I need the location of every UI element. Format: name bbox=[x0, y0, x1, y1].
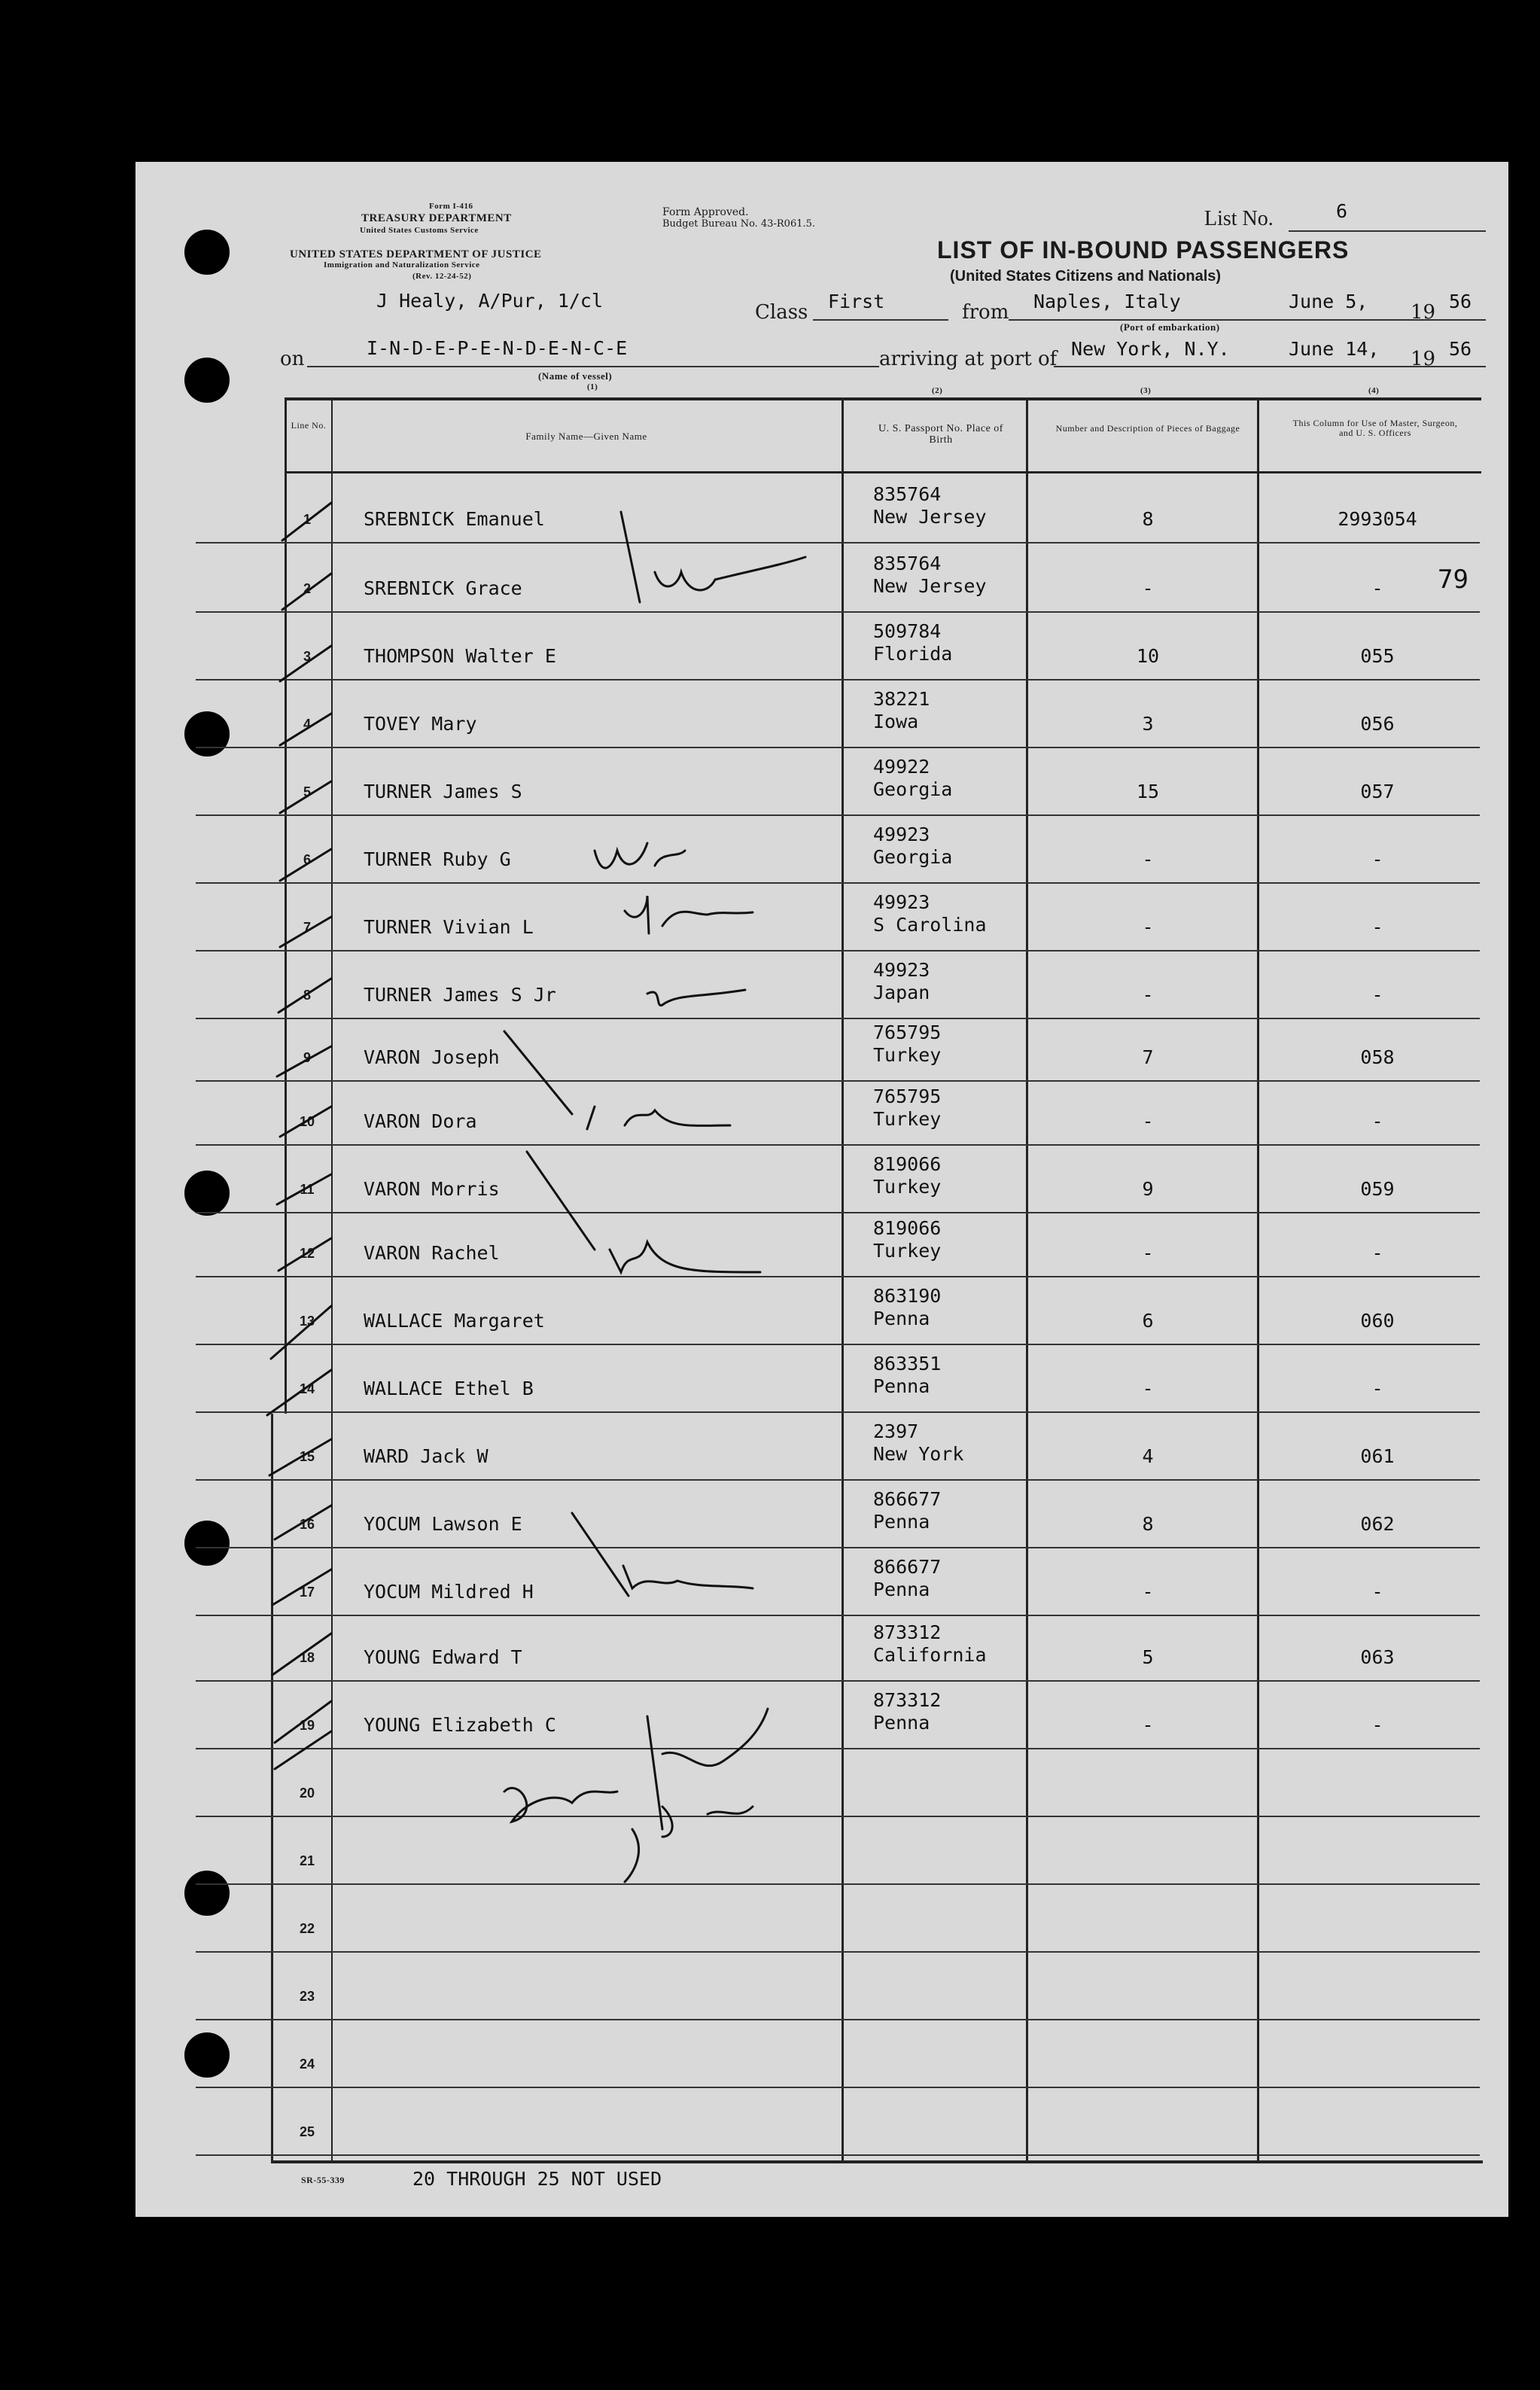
passport-number: 49923 bbox=[873, 959, 930, 981]
passport-number: 49923 bbox=[873, 824, 930, 845]
col-num-2: (2) bbox=[932, 386, 943, 395]
baggage-count: 7 bbox=[1142, 1046, 1154, 1068]
form-number: Form I-416 bbox=[429, 202, 473, 211]
birthplace: Turkey bbox=[873, 1176, 942, 1198]
port-of-embarkation-label: (Port of embarkation) bbox=[1120, 321, 1220, 333]
tick-mark bbox=[277, 1046, 331, 1076]
passenger-name: VARON Rachel bbox=[364, 1242, 500, 1264]
wife-scrawl bbox=[587, 1107, 730, 1129]
arriving-label: arriving at port of bbox=[879, 348, 1058, 370]
line-mark bbox=[504, 1031, 572, 1114]
passenger-name: WARD Jack W bbox=[364, 1445, 488, 1467]
passport-number: 873312 bbox=[873, 1689, 942, 1711]
line-number: 7 bbox=[303, 920, 311, 935]
line-number: 10 bbox=[299, 1114, 315, 1129]
arrival-year-prefix: 19 bbox=[1411, 348, 1436, 370]
class-value: First bbox=[828, 291, 885, 312]
baggage-count: - bbox=[1142, 577, 1154, 599]
from-value: Naples, Italy bbox=[1033, 291, 1181, 312]
birthplace: New Jersey bbox=[873, 575, 987, 597]
tick-mark bbox=[280, 781, 331, 813]
baggage-count: - bbox=[1142, 1378, 1154, 1399]
birthplace: New Jersey bbox=[873, 506, 987, 528]
tick-mark bbox=[278, 979, 331, 1012]
col-num-1: (1) bbox=[587, 382, 598, 391]
arrival-port: New York, N.Y. bbox=[1071, 338, 1230, 360]
departure-year-prefix: 19 bbox=[1411, 301, 1436, 324]
officer-mark: - bbox=[1371, 1714, 1383, 1736]
tick-mark bbox=[271, 1306, 331, 1359]
line-number: 1 bbox=[303, 512, 311, 527]
footer-note: 20 THROUGH 25 NOT USED bbox=[412, 2168, 662, 2190]
line-number: 6 bbox=[303, 852, 311, 867]
margin-number: 79 bbox=[1438, 565, 1468, 595]
officer-mark: 057 bbox=[1360, 781, 1395, 802]
passenger-name: TURNER James S bbox=[364, 781, 522, 802]
birthplace: California bbox=[873, 1644, 987, 1666]
arrival-year: 56 bbox=[1449, 338, 1472, 360]
tick-mark bbox=[280, 646, 331, 681]
passport-number: 863190 bbox=[873, 1285, 942, 1307]
vessel-name: I-N-D-E-P-E-N-D-E-N-C-E bbox=[367, 337, 628, 359]
departure-date: June 5, bbox=[1289, 291, 1368, 312]
header-line-no: Line No. bbox=[291, 420, 327, 431]
passenger-name: YOCUM Mildred H bbox=[364, 1581, 534, 1603]
line-number: 8 bbox=[303, 988, 311, 1003]
officer-mark: - bbox=[1371, 1378, 1383, 1399]
officer-mark: - bbox=[1371, 984, 1383, 1006]
line-mark bbox=[572, 1513, 628, 1596]
passenger-name: TURNER James S Jr bbox=[364, 984, 556, 1006]
from-label: from bbox=[962, 301, 1009, 324]
line-number: 25 bbox=[299, 2124, 315, 2139]
list-no-label: List No. bbox=[1204, 207, 1274, 230]
passenger-name: VARON Joseph bbox=[364, 1046, 500, 1068]
tick-mark bbox=[280, 849, 331, 881]
tick-mark bbox=[282, 574, 331, 610]
baggage-count: 9 bbox=[1142, 1178, 1154, 1200]
passport-number: 863351 bbox=[873, 1353, 942, 1375]
header-baggage: Number and Description of Pieces of Baggage bbox=[1055, 423, 1240, 434]
line-number: 2 bbox=[303, 581, 311, 596]
baggage-count: 3 bbox=[1142, 713, 1154, 735]
on-label: on bbox=[280, 348, 305, 370]
baggage-count: 8 bbox=[1142, 1513, 1154, 1535]
baggage-count: 5 bbox=[1142, 1646, 1154, 1668]
manifest-subtitle: (United States Citizens and Nationals) bbox=[950, 268, 1222, 285]
passenger-name: YOCUM Lawson E bbox=[364, 1513, 522, 1535]
line-number: 22 bbox=[299, 1921, 315, 1936]
manifest-title: LIST OF IN-BOUND PASSENGERS bbox=[937, 236, 1350, 263]
line-number: 21 bbox=[299, 1853, 315, 1868]
line-number: 14 bbox=[299, 1381, 315, 1396]
passenger-name: SREBNICK Emanuel bbox=[364, 508, 545, 530]
birthplace: Penna bbox=[873, 1375, 930, 1397]
officer-mark: 058 bbox=[1360, 1046, 1395, 1068]
line-number: 9 bbox=[303, 1050, 311, 1065]
wife-scrawl bbox=[623, 1566, 753, 1588]
tick-mark bbox=[277, 1174, 331, 1204]
baggage-count: 6 bbox=[1142, 1310, 1154, 1332]
passenger-name: YOUNG Elizabeth C bbox=[364, 1714, 556, 1736]
departure-year: 56 bbox=[1449, 291, 1472, 312]
officer-mark: - bbox=[1371, 916, 1383, 938]
tick-mark bbox=[275, 1506, 331, 1539]
birthplace: S Carolina bbox=[873, 914, 987, 936]
line-number: 4 bbox=[303, 717, 311, 732]
baggage-count: 4 bbox=[1142, 1445, 1154, 1467]
passenger-name: TOVEY Mary bbox=[364, 713, 477, 735]
vessel-caption: (Name of vessel) bbox=[538, 370, 613, 382]
baggage-count: - bbox=[1142, 916, 1154, 938]
line-number: 13 bbox=[299, 1314, 315, 1329]
birthplace: Penna bbox=[873, 1308, 930, 1329]
birthplace: Japan bbox=[873, 982, 930, 1003]
line-number: 16 bbox=[299, 1517, 315, 1532]
tick-mark bbox=[278, 1238, 331, 1271]
officer-mark: - bbox=[1371, 848, 1383, 870]
tick-mark bbox=[280, 917, 331, 947]
wife-scrawl bbox=[610, 1242, 760, 1272]
passport-number: 38221 bbox=[873, 688, 930, 710]
passport-number: 2397 bbox=[873, 1420, 919, 1442]
col-num-3: (3) bbox=[1140, 386, 1152, 395]
birthplace: Turkey bbox=[873, 1240, 942, 1262]
class-label: Class bbox=[755, 301, 808, 324]
signature-scrawl bbox=[625, 1807, 753, 1882]
baggage-count: 8 bbox=[1142, 508, 1154, 530]
passport-number: 49922 bbox=[873, 756, 930, 778]
passport-number: 509784 bbox=[873, 620, 942, 642]
passenger-name: WALLACE Margaret bbox=[364, 1310, 545, 1332]
birthplace: Turkey bbox=[873, 1044, 942, 1066]
birthplace: Penna bbox=[873, 1579, 930, 1600]
passenger-name: VARON Dora bbox=[364, 1110, 477, 1132]
birthplace: Georgia bbox=[873, 846, 953, 868]
header-officers: This Column for Use of Master, Surgeon, and U. S. Officers bbox=[1292, 418, 1458, 438]
baggage-count: 10 bbox=[1136, 645, 1160, 667]
officer-mark: 055 bbox=[1360, 645, 1395, 667]
line-number: 17 bbox=[299, 1585, 315, 1600]
baggage-count: - bbox=[1142, 984, 1154, 1006]
baggage-count: - bbox=[1142, 1110, 1154, 1132]
son-scrawl bbox=[647, 990, 745, 1006]
ins-line: Immigration and Naturalization Service bbox=[324, 260, 480, 269]
line-number: 15 bbox=[299, 1449, 315, 1464]
line-number: 23 bbox=[299, 1989, 315, 2004]
birthplace: Turkey bbox=[873, 1108, 942, 1130]
passenger-name: YOUNG Edward T bbox=[364, 1646, 522, 1668]
arrival-date: June 14, bbox=[1289, 338, 1380, 360]
baggage-count: 15 bbox=[1136, 781, 1160, 802]
col-num-4: (4) bbox=[1368, 386, 1380, 395]
officer-mark: 063 bbox=[1360, 1646, 1395, 1668]
passenger-name: TURNER Ruby G bbox=[364, 848, 511, 870]
form-approved: Form Approved. bbox=[662, 206, 749, 218]
tick-mark bbox=[282, 503, 331, 540]
birthplace: New York bbox=[873, 1443, 964, 1465]
wife-scrawl bbox=[621, 512, 805, 602]
passenger-name: THOMPSON Walter E bbox=[364, 645, 556, 667]
tick-mark bbox=[280, 714, 331, 745]
tick-mark bbox=[272, 1633, 331, 1675]
treasury-department: TREASURY DEPARTMENT bbox=[361, 212, 512, 224]
officer-mark: - bbox=[1371, 1110, 1383, 1132]
birthplace: Georgia bbox=[873, 778, 953, 800]
baggage-count: - bbox=[1142, 1581, 1154, 1603]
line-number: 20 bbox=[299, 1786, 315, 1801]
passenger-name: WALLACE Ethel B bbox=[364, 1378, 534, 1399]
passport-number: 765795 bbox=[873, 1021, 942, 1043]
header-passport: U. S. Passport No. Place of Birth bbox=[878, 423, 1003, 446]
birthplace: Iowa bbox=[873, 711, 919, 732]
tick-mark bbox=[280, 1107, 331, 1137]
tick-mark bbox=[267, 1370, 331, 1415]
officer-mark: 2993054 bbox=[1338, 508, 1417, 530]
passport-number: 819066 bbox=[873, 1153, 942, 1175]
customs-service: United States Customs Service bbox=[360, 226, 479, 235]
officer-mark: 059 bbox=[1360, 1178, 1395, 1200]
birthplace: Penna bbox=[873, 1712, 930, 1734]
form-code: SR-55-339 bbox=[301, 2175, 345, 2185]
passport-number: 819066 bbox=[873, 1217, 942, 1239]
officer-mark: 056 bbox=[1360, 713, 1395, 735]
baggage-count: - bbox=[1142, 1242, 1154, 1264]
line-number: 24 bbox=[299, 2057, 315, 2072]
list-no-value: 6 bbox=[1336, 200, 1348, 222]
line-number: 5 bbox=[303, 784, 311, 799]
passenger-name: VARON Morris bbox=[364, 1178, 500, 1200]
birthplace: Penna bbox=[873, 1511, 930, 1533]
passport-number: 835764 bbox=[873, 483, 942, 505]
birthplace: Florida bbox=[873, 643, 953, 665]
budget-bureau: Budget Bureau No. 43-R061.5. bbox=[662, 218, 816, 230]
line-number: 3 bbox=[303, 649, 311, 664]
dept-of-justice: UNITED STATES DEPARTMENT OF JUSTICE bbox=[290, 248, 542, 260]
passport-number: 866677 bbox=[873, 1556, 942, 1578]
line-number: 19 bbox=[299, 1718, 315, 1733]
passport-number: 866677 bbox=[873, 1488, 942, 1510]
passenger-name: TURNER Vivian L bbox=[364, 916, 534, 938]
line-number: 18 bbox=[299, 1650, 315, 1665]
passport-number: 765795 bbox=[873, 1085, 942, 1107]
revision: (Rev. 12-24-52) bbox=[412, 272, 472, 281]
signature-scrawl bbox=[504, 1709, 768, 1829]
officer-mark: - bbox=[1371, 1242, 1383, 1264]
line-number: 12 bbox=[299, 1246, 315, 1261]
tick-mark bbox=[269, 1439, 331, 1475]
officer-mark: 062 bbox=[1360, 1513, 1395, 1535]
baggage-count: - bbox=[1142, 1714, 1154, 1736]
passenger-name: SREBNICK Grace bbox=[364, 577, 522, 599]
daughter-scrawl bbox=[625, 896, 753, 933]
line-number: 11 bbox=[300, 1182, 315, 1197]
tick-mark bbox=[272, 1569, 331, 1605]
passport-number: 873312 bbox=[873, 1621, 942, 1643]
baggage-count: - bbox=[1142, 848, 1154, 870]
officer-mark: - bbox=[1371, 577, 1383, 599]
passport-number: 835764 bbox=[873, 553, 942, 574]
purser: J Healy, A/Pur, 1/cl bbox=[376, 290, 604, 312]
header-name: Family Name—Given Name bbox=[525, 431, 647, 442]
wife-scrawl bbox=[595, 843, 685, 868]
line-mark bbox=[527, 1152, 595, 1250]
officer-mark: - bbox=[1371, 1581, 1383, 1603]
officer-mark: 061 bbox=[1360, 1445, 1395, 1467]
passport-number: 49923 bbox=[873, 891, 930, 913]
officer-mark: 060 bbox=[1360, 1310, 1395, 1332]
